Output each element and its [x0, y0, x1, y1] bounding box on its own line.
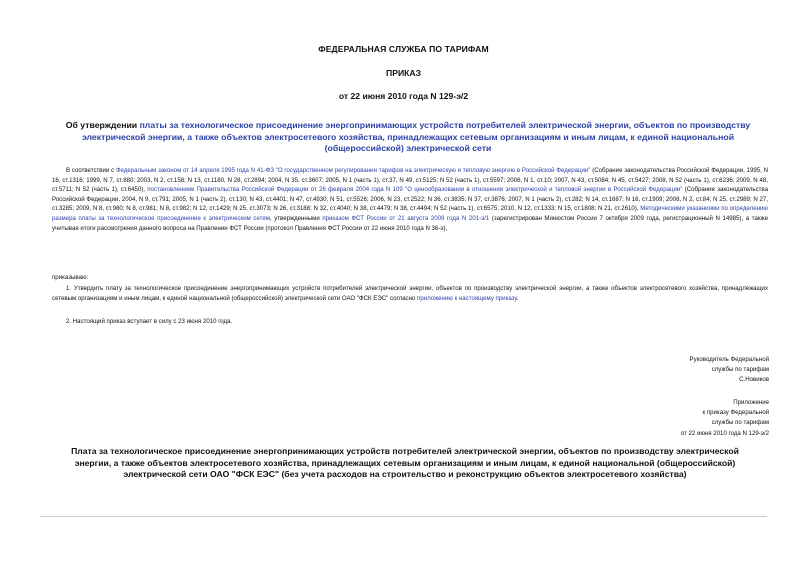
orders-word: приказываю: [52, 274, 89, 281]
appendix-line-1: Приложение [733, 399, 769, 406]
preamble-text-2: (Собрание законодательства Российской Федерации, 1995, N 16, ст.1316; 1999, N 7, ст.880; 2003, N 2, ст.158; N 13, ст.1180, N 28, ст.2894; 2004, N 35, ст.3607; 2005, N 1 (часть 1), ст.37, N 49, ст.5125; N 52 (часть 1), ст.5597; 2006, N 1, ст.10; 2007, N 43, ст.5084; N 45, ст.5427; 2008, N 52 (часть 1), ст.6236; 2009, N 48, ст.5711; N 52 (часть 1), ст.6450), [52, 167, 769, 194]
preamble-text-1: В соответствии с [66, 167, 116, 174]
appendix-line-4: от 22 июня 2010 года N 129-э/2 [680, 429, 769, 437]
document-title [62, 120, 754, 155]
appendix-link[interactable]: приложению к настоящему приказу [417, 295, 517, 303]
item1-end: . [516, 295, 519, 303]
signature-line-2: службы по тарифам [711, 366, 769, 374]
order-item-1 [52, 284, 768, 304]
preamble-text-4: , утвержденными [269, 214, 323, 222]
divider [40, 516, 767, 517]
agency-name: ФЕДЕРАЛЬНАЯ СЛУЖБА ПО ТАРИФАМ [318, 44, 489, 54]
signature-name: С.Новиков [739, 376, 769, 384]
item2-text: 2. Настоящий приказ вступает в силу с 23 июня 2010 года. [66, 318, 233, 325]
order-item-2 [52, 318, 232, 325]
government-decree-link[interactable]: постановлением Правительства Российской Федерации от 26 февраля 2004 года N 109 "О ценообразовании в отношении электрической и тепловой энергии в Российской Федерации" [147, 186, 683, 194]
preamble-text-5: (зарегистрирован Минюстом России 7 октября 2009 года, регистрационный N 14985), а также учитывая итоги рассмотрения данного вопроса на Правлении ФСТ России (протокол Правления ФСТ России от 22 июня 2010 года N 36-э), [52, 214, 769, 232]
appendix-title: Плата за технологическое присоединение энергопринимающих устройств потребителей электрической энергии, объектов по производству электрической энергии, а также объектов электросетевого хозяйства, принадлежащих сетевым организациям и иным лицам, к единой национальной (общероссийской) электрической сети ОАО "ФСК ЕЭС" (без учета расходов на строительство и реконструкцию объектов электросетевого хозяйства) [71, 446, 739, 480]
preamble-text-3: (Собрание законодательства Российской Федерации, 2004, N 9, ст.791; 2005, N 1 (часть 2), ст.130; N 43, ст.4401; N 47, ст.4930; N 51, ст.5526; 2006, N 23, ст.2522; N 36, ст.3835; N 37, ст.3876; 2007, N 1 (часть 2), ст.282; N 14, ст.1687; N 16, ст.1909; 2008, N 2, ст.84; N 25, ст.2989; N 27, ст.3285; 2009, N 8, ст.980; N 8, ст.981; N 8, ст.982; N 12, ст.1429; N 25, ст.3073; N 26, ст.3188; N 32, ст.4040; N 38, ст.4479; N 38, ст.4494; N 52 (часть 1), ст.6575; 2010, N 12, ст.1333; N 15, ст.1808; N 21, ст.2610), [52, 186, 768, 213]
title-prefix: Об утверждении [65, 120, 140, 130]
signature-block [569, 355, 769, 386]
appendix-header [569, 398, 769, 439]
preamble-paragraph [52, 166, 768, 233]
fst-order-link[interactable]: приказом ФСТ России от 21 августа 2009 года N 201-э/1 [322, 214, 490, 222]
appendix-line-2: к приказу Федеральной [702, 409, 769, 417]
item1-text: 1. Утвердить плату за технологическое присоединение энергопринимающих устройств потребителей электрической энергии, объектов по производству электрической энергии, а также объектов электросетевого хозяйства, принадлежащих сетевым организациям и иным лицам, к единой национальной (общероссийской) электрической сети ОАО "ФСК ЕЭС" согласно [52, 285, 768, 303]
federal-law-link[interactable]: Федеральным законом от 14 апреля 1995 года N 41-ФЗ "О государственном регулировании тарифов на электрическую и тепловую энергию в Российской Федерации" [115, 167, 591, 174]
appendix-line-3: службы по тарифам [711, 419, 769, 427]
document-date: от 22 июня 2010 года N 129-э/2 [338, 91, 469, 101]
methodical-guidelines-link[interactable]: Методическими указаниями по определению размера платы за технологическое присоединение к электрическим сетям [52, 205, 768, 222]
title-link[interactable]: платы за технологическое присоединение энергопринимающих устройств потребителей электрической энергии, объектов по производству электрической энергии, а также объектов электросетевого хозяйства, принадлежащих сетевым организациям и иным лицам, к единой национальной (общероссийской) электрической сети [81, 120, 751, 154]
document-type: ПРИКАЗ [386, 68, 421, 78]
signature-line-1: Руководитель Федеральной [689, 356, 769, 363]
